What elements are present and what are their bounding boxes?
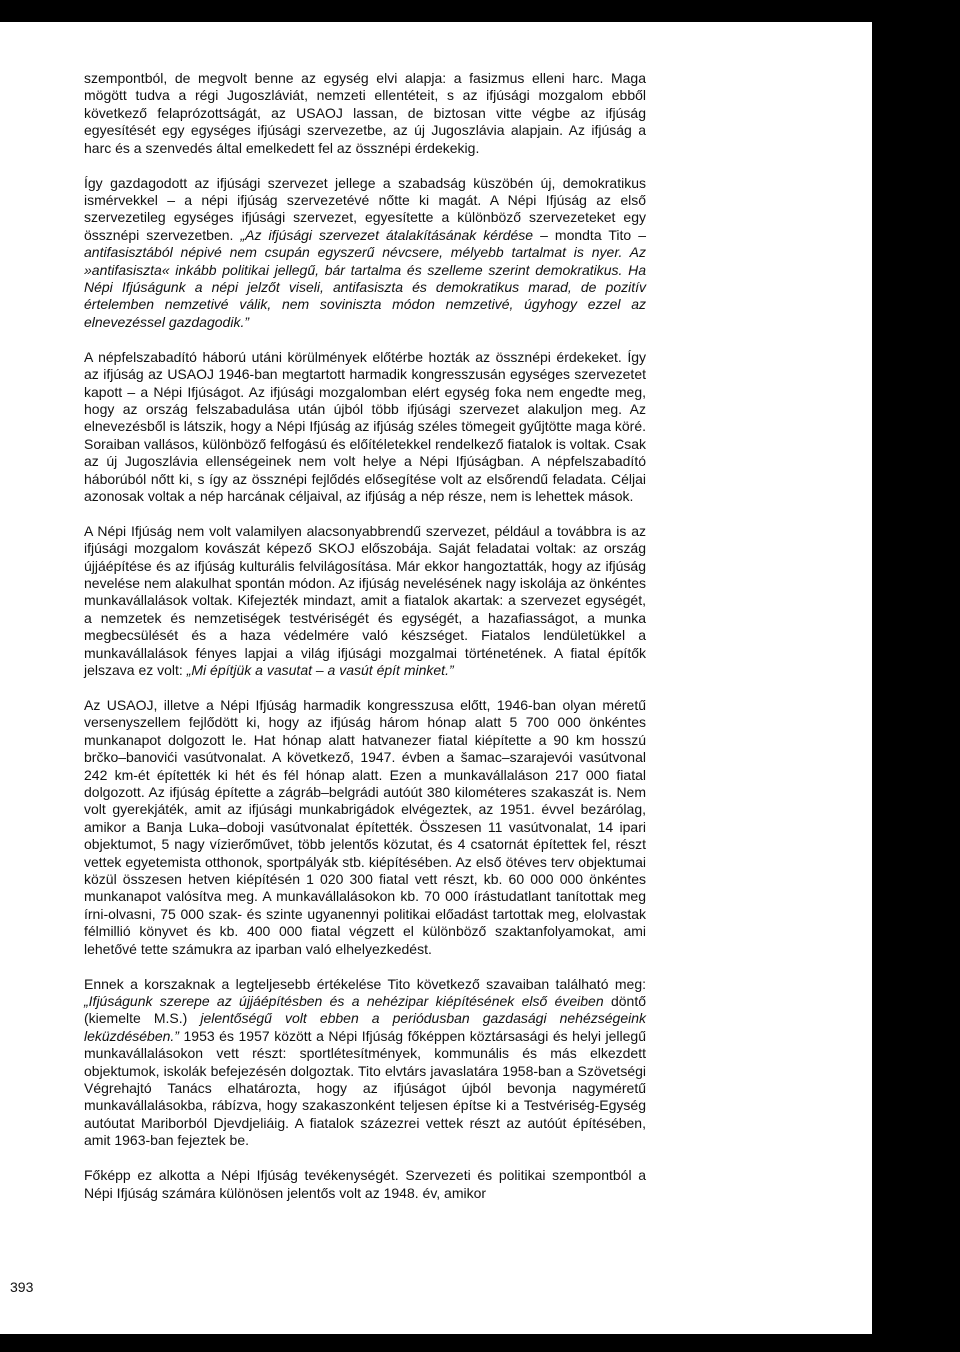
paragraph-text: A Népi Ifjúság nem volt valamilyen alacsonyabbrendű szervezet, például a továbbra is az ifjúsági mozgalom kovászát képező SKOJ előszobája. Saját feladatai voltak: az ország újjáépítése és az ifjúság kulturális felvilágosítása. Már ekkor hangoztatták, hogy az ifjúság nevelése nem alakulhat spontán módon. Az ifjúság nevelésének nagy iskolája az önkéntes munkavállalások voltak. Kifejezték mindazt, amit a fiatalok akartak: a szervezet egységét, a nemzetek és nemzetiségek testvériségét és egységét, a hazafiasságot, a munka megbecsülését és a haza védelmére való készséget. Fiatalos lendületükkel a munkavállalások fényes lapjai a világ ifjúsági mozgalmai történetének. A fiatal építők jelszava ez volt: [84, 522, 646, 679]
page-body [84, 70, 646, 1202]
paragraph-text: döntő (kiemelte M.S.) [84, 993, 646, 1027]
paragraph [84, 976, 646, 1150]
paragraph-text: Főképp ez alkotta a Népi Ifjúság tevékenységét. Szervezeti és politikai szempontból a Népi Ifjúság számára különösen jelentős volt az 1948. év, amikor [84, 1167, 646, 1201]
paragraph [84, 697, 646, 958]
italic-quote-text: „Az ifjúsági szervezet átalakításának kérdése [240, 226, 534, 243]
italic-quote-text: „Mi építjük a vasutat – a vasút épít minket.” [186, 662, 454, 679]
scan-right-border [872, 0, 960, 1352]
paragraph-text: Így gazdagodott az ifjúsági szervezet jellege a szabadság küszöbén új, demokratikus ismérvekkel – a népi ifjúság szervezetévé nőtte ki magát. A Népi Ifjúság az első szervezetileg egységes ifjúsági szervezet, egyesítette a különböző szervezeteket egy össznépi szervezetben. [84, 174, 646, 243]
italic-quote-text: antifasisztából népivé nem csupán egyszerű névcsere, mélyebb tartalmat is nyer. Az »antifasiszta« inkább politikai jellegű, bár tartalma és szelleme szerint demokratikus. Ha Népi Ifjúságunk a népi jelzőt viseli, antifasiszta és demokratikus marad, de pozitív értelemben nemzetivé válik, nem soviniszta módon nemzetivé, úgyhogy ezzel az elnevezéssel gazdagodik.” [84, 244, 646, 330]
paragraph [84, 523, 646, 680]
paragraph-text: 1953 és 1957 között a Népi Ifjúság főképpen köztársasági és helyi jellegű munkavállalásokon vett részt: sportlétesítmények, kommunális és más elkezdett objektumok, iskolák befejezésén dolgoztak. Tito elvtárs javaslatára 1958-ban a Szövetségi Végrehajtó Tanács elhatározta, hogy az ifjúságot újból bevonja nagyméretű munkavállalásokba, rábízva, hogy szakaszonként teljesen építse ki a Testvériség-Egység autóutat Mariborból Djevdjeliáig. A fiatalok százezrei vettek részt az autóút építésében, amit 1963-ban fejeztek be. [84, 1027, 646, 1149]
paragraph [84, 1167, 646, 1202]
paragraph [84, 70, 646, 157]
paragraph-text: Az USAOJ, illetve a Népi Ifjúság harmadik kongresszusa előtt, 1946-ban olyan méretű versenyszellem fejlődött ki, hogy az ifjúság három hónap alatt 5 700 000 önkéntes munkanapot dolgozott le. Hat hónap alatt hatvanezer fiatal kiépítette a 90 km hosszú brčko–banovići vasútvonalat. A következő, 1947. évben a šamac–szarajevói vasútvonal 242 km-ét építették ki hét és fél hónap alatt. Ezen a munkavállaláson 217 000 fiatal dolgozott. Az ifjúság építette a zágráb–belgrádi autóút 380 kilométeres szakaszát is. Nem volt gyerekjáték, amit az ifjúsági munkabrigádok elvégeztek, az 1951. évvel bezárólag, amikor a Banja Luka–doboji vasútvonalat építették. Összesen 11 vasútvonalat, 14 ipari objektumot, 5 nagy vízierőművet, több jelentős közutat, és 4 csatornát építettek fel, részt vettek egyetemista otthonok, sportpályák stb. kiépítésében. Az első ötéves terv objektumai közül összesen hetven kiépítésén 1 020 300 fiatal vett részt, kb. 60 000 000 önkéntes munkanapot valósítva meg. A munkavállalásokon kb. 70 000 írástudatlant tanítottak meg írni-olvasni, 75 000 szak- és szinte ugyanennyi politikai előadást tartottak meg, elolvastak félmillió könyvet és kb. 400 000 fiatal végzett el különböző szaktanfolyamokat, ami lehetővé tette számukra az iparban való elhelyezkedést. [84, 697, 646, 957]
page-number: 393 [10, 1279, 34, 1295]
scan-bottom-border [0, 1334, 960, 1352]
paragraph-text: Ennek a korszaknak a legteljesebb értékelése Tito következő szavaiban található meg: [84, 975, 646, 992]
paragraph-text: szempontból, de megvolt benne az egység elvi alapja: a fasizmus elleni harc. Maga mögött tudva a régi Jugoszláviát, nemzeti ellentéteit, s az ifjúsági mozgalom ebből következő felaprózottságát, az USAOJ lassan, de biztosan vitte végbe az ifjúság egyesítését egy egységes ifjúsági szervezetbe, az új Jugoszlávia alapjain. Az ifjúság a harc és a szenvedés által emelkedett fel az össznépi érdekekig. [84, 70, 646, 156]
paragraph [84, 349, 646, 506]
paragraph [84, 175, 646, 332]
paragraph-text: A népfelszabadító háború utáni körülmények előtérbe hozták az össznépi érdekeket. Így az ifjúság az USAOJ 1946-ban megtartott harmadik kongresszusán egységes szervezetet kapott – a Népi Ifjúságot. Az ifjúsági mozgalomban elért egység foka nem engedte meg, hogy az ország felszabadulása után újból több ifjúsági szervezet alakuljon meg. Az elnevezésből is látszik, hogy a Népi Ifjúság az ifjúság széles tömegeit gyűjtötte maga köré. Soraiban vallásos, különböző felfogású és előítéletekkel rendelkező fiatalok is voltak. Csak az új Jugoszlávia ellenségeinek nem volt helye a Népi Ifjúságban. A népfelszabadító háborúból nőtt ki, s így az össznépi fejlődés elősegítése volt az elsőrendű feladata. Céljai azonosak voltak a nép harcának céljaival, az ifjúság a nép része, nem is lehettek mások. [84, 348, 646, 504]
italic-quote-text: „Ifjúságunk szerepe az újjáépítésben és a nehézipar kiépítésének első éveiben [84, 993, 604, 1009]
paragraph-text: – mondta Tito – [533, 226, 646, 243]
italic-quote-text: jelentőségű volt ebben a periódusban gazdasági nehézségeink leküzdésében.” [84, 1010, 646, 1044]
scan-top-border [0, 0, 960, 22]
